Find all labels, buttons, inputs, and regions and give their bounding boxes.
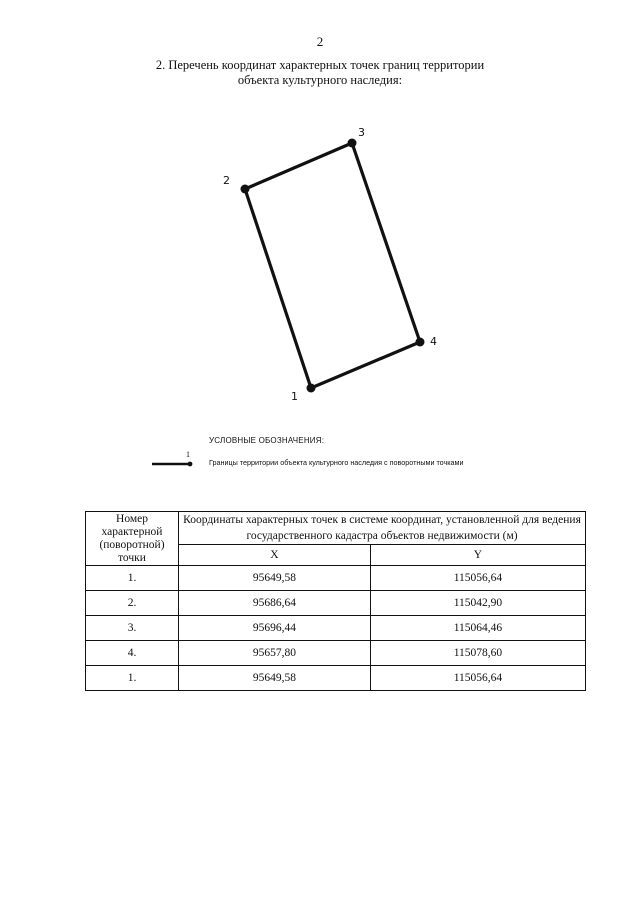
row-y: 115078,60 bbox=[370, 641, 585, 666]
header-coordinates: Координаты характерных точек в системе координат, установленной для ведения государственного кадастра объектов недвижимости (м) bbox=[179, 512, 586, 545]
boundary-point-2 bbox=[241, 185, 250, 194]
row-y: 115056,64 bbox=[370, 666, 585, 691]
point-label-4: 4 bbox=[430, 335, 437, 348]
legend-description: Границы территории объекта культурного наследия с поворотными точками bbox=[209, 458, 464, 467]
legend-title: УСЛОВНЫЕ ОБОЗНАЧЕНИЯ: bbox=[209, 436, 325, 445]
title-line-2: объекта культурного наследия: bbox=[237, 73, 403, 87]
table-row bbox=[86, 641, 586, 666]
row-x: 95657,80 bbox=[179, 641, 371, 666]
header-y: Y bbox=[370, 545, 585, 566]
row-point-number: 2. bbox=[86, 591, 179, 616]
title-line-1: 2. Перечень координат характерных точек границ территории bbox=[155, 58, 485, 72]
page-title bbox=[0, 58, 640, 88]
table-row bbox=[86, 666, 586, 691]
row-y: 115064,46 bbox=[370, 616, 585, 641]
row-point-number: 3. bbox=[86, 616, 179, 641]
point-label-1: 1 bbox=[291, 390, 298, 403]
row-x: 95686,64 bbox=[179, 591, 371, 616]
row-y: 115042,90 bbox=[370, 591, 585, 616]
row-x: 95696,44 bbox=[179, 616, 371, 641]
legend-marker-label: 1 bbox=[186, 451, 190, 459]
boundary-plan bbox=[0, 110, 640, 410]
boundary-polygon bbox=[245, 143, 420, 388]
point-label-3: 3 bbox=[358, 126, 365, 139]
row-point-number: 1. bbox=[86, 566, 179, 591]
point-label-2: 2 bbox=[223, 174, 230, 187]
row-x: 95649,58 bbox=[179, 566, 371, 591]
row-x: 95649,58 bbox=[179, 666, 371, 691]
row-point-number: 1. bbox=[86, 666, 179, 691]
boundary-point-3 bbox=[348, 139, 357, 148]
boundary-point-4 bbox=[416, 338, 425, 347]
table-row bbox=[86, 616, 586, 641]
page-number: 2 bbox=[316, 34, 324, 49]
legend-line-symbol bbox=[152, 451, 202, 469]
row-y: 115056,64 bbox=[370, 566, 585, 591]
boundary-point-1 bbox=[307, 384, 316, 393]
table-row bbox=[86, 591, 586, 616]
table-row bbox=[86, 566, 586, 591]
row-point-number: 4. bbox=[86, 641, 179, 666]
header-point-number: Номер характерной (поворотной) точки bbox=[86, 512, 179, 566]
header-x: X bbox=[179, 545, 371, 566]
coordinates-table bbox=[85, 511, 586, 691]
